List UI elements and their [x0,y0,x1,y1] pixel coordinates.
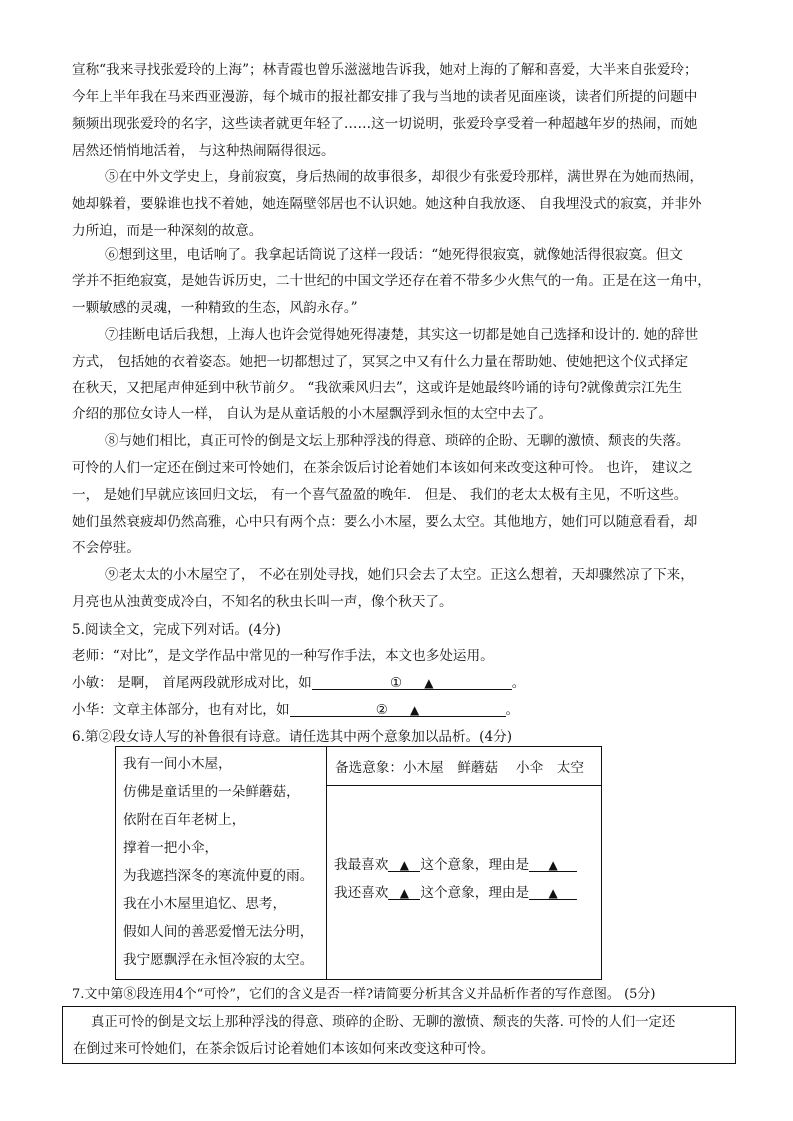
image-options-label: 备选意象：小木屋 鲜蘑菇 小伞 太空 [335,760,585,776]
passage-line: 介绍的那位女诗人一样， 自认为是从童话般的小木屋飘浮到永恒的太空中去了。 [72,406,553,422]
passage-line: 月亮也从浊黄变成冷白，不知名的秋虫长叫一声，像个秋天了。 [72,594,453,610]
triangle-icon: ▲ [548,886,558,900]
paragraph-8: ⑧与她们相比，真正可怜的倒是文坛上那种浮浅的得意、琐碎的企盼、无聊的激愤、颓丧的失落。 [105,433,690,449]
triangle-icon: ▲ [399,858,409,872]
passage-line: 宣称“我来寻找张爱玲的上海”；林青霞也曾乐滋滋地告诉我，她对上海的了解和喜爱，大半来自张爱玲； [72,62,698,78]
poem-line: 为我遮挡深冬的寒流仲夏的雨。 [123,868,314,884]
paragraph-9: ⑨老太太的小木屋空了， 不必在别处寻找，她们只会去了太空。正这么想着，天却骤然凉了下来， [105,567,694,583]
q5-answer-blank-1[interactable]: ① ▲ [312,673,512,690]
poem-column [116,747,327,979]
paragraph-7: ⑦挂断电话后我想，上海人也许会觉得她死得凄楚，其实这一切都是她自己选择和设计的. 她的辞世 [105,327,699,343]
triangle-icon: ▲ [424,676,434,690]
q6-answer-line-2: 我还喜欢 ▲ 这个意象，理由是 ▲ [334,883,577,903]
passage-line: 居然还悄悄地活着， 与这种热闹隔得很远。 [72,143,335,159]
passage-line: 学并不拒绝寂寞，是她告诉历史，二十世纪的中国文学还存在着不带多少火焦气的一角。正是在这一角中， [72,273,711,289]
question-5-stem: 5.阅读全文，完成下列对话。(4分) [72,622,281,638]
quote-line: 在倒过来可怜她们，在茶余饭后讨论着她们本该如何来改变这种可怜。 [73,1041,495,1057]
passage-line: 力所迫，而是一种深刻的故意。 [72,223,263,239]
q6-reason-blank-2[interactable] [529,883,577,900]
triangle-icon: ▲ [409,703,420,717]
q5-min-prefix: 小敏： 是啊， 首尾两段就形成对比，如 [72,675,312,691]
passage-line: 频频出现张爱玲的名字，这些读者就更年轻了……这一切说明，张爱玲享受着一种超越年岁的热闹，而她 [72,116,698,132]
question-6-stem: 6.第②段女诗人写的补鲁很有诗意。请任选其中两个意象加以品析。(4分) [72,729,513,745]
poem-line: 仿佛是童话里的一朵鲜蘑菇， [123,784,300,800]
passage-line: 一颗敏感的灵魂，一种精致的生态，风韵永存。” [72,300,358,316]
q6-image-blank-2[interactable] [388,883,420,900]
passage-line: 方式， 包括她的衣着姿态。她把一切都想过了，冥冥之中又有什么力量在帮助她、使她把这个仪式择定 [72,354,689,370]
passage-line: 一， 是她们早就应该回归文坛， 有一个喜气盈盈的晚年． 但是、 我们的老太太极有主见，不听这些。 [72,487,688,503]
q5-teacher-line: 老师：“对比”，是文学作品中常见的一种写作手法，本文也多处运用。 [72,648,494,664]
q5-hua-line: 小华：文章主体部分，也有对比，如 ② ▲ 。 [72,702,520,718]
triangle-icon: ▲ [548,858,558,872]
poem-line: 我有一间小木屋， [123,756,232,772]
poem-line: 撑着一把小伞， [123,840,219,856]
passage-line: 不会停驻。 [72,540,140,556]
q6-poem-table [115,746,602,980]
q6-image-blank-1[interactable] [388,855,420,872]
q5-answer-blank-2[interactable]: ② ▲ [290,700,506,717]
poem-line: 我宁愿飘浮在永恒冷寂的太空。 [123,952,314,968]
passage-line: 今年上半年我在马来西亚漫游，每个城市的报社都安排了我与当地的读者见面座谈，读者们所提的问题中 [72,89,698,105]
passage-line: 她却躲着，要躲谁也找不着她，她连隔壁邻居也不认识她。她这种自我放逐、 自我埋没式的寂寞，并非外 [72,196,702,212]
paragraph-5: ⑤在中外文学史上，身前寂寞，身后热闹的故事很多，却很少有张爱玲那样，满世界在为她而热闹， [105,169,704,185]
question-7-stem: 7.文中第⑧段连用4个“可怜”，它们的含义是否一样?请简要分析其含义并品析作者的写作意图。 (5分) [72,987,656,1002]
q7-quote-box [62,1006,736,1064]
q6-answer-line-1: 我最喜欢 ▲ 这个意象，理由是 ▲ [334,855,577,875]
quote-line: 真正可怜的倒是文坛上那种浮浅的得意、琐碎的企盼、无聊的激愤、颓丧的失落. 可怜的人们一定还 [91,1015,676,1030]
poem-line: 依附在百年老树上， [123,812,246,828]
q6-reason-blank-1[interactable] [529,855,577,872]
q5-min-line: 小敏： 是啊， 首尾两段就形成对比，如 ① ▲ 。 [72,675,526,691]
q5-hua-prefix: 小华：文章主体部分，也有对比，如 [72,702,290,718]
passage-line: 在秋天，又把尾声伸延到中秋节前夕。 “我欲乘风归去”，这或许是她最终吟诵的诗句?就像黄宗江先生 [72,380,683,396]
poem-line: 假如人间的善恶爱憎无法分明， [123,924,314,940]
passage-line: 可怜的人们一定还在倒过来可怜她们，在茶余饭后讨论着她们本该如何来改变这种可怜。 也许， 建议之 [72,460,693,476]
paragraph-6: ⑥想到这里，电话响了。我拿起话筒说了这样一段话：“她死得很寂寞，就像她活得很寂寞。但文 [105,247,683,263]
poem-line: 我在小木屋里追忆、思考， [123,896,287,912]
triangle-icon: ▲ [399,886,409,900]
passage-line: 她们虽然衰疲却仍然高雅，心中只有两个点：要么小木屋，要么太空。其他地方，她们可以随意看看，却 [72,514,698,530]
options-header-cell [327,747,601,786]
